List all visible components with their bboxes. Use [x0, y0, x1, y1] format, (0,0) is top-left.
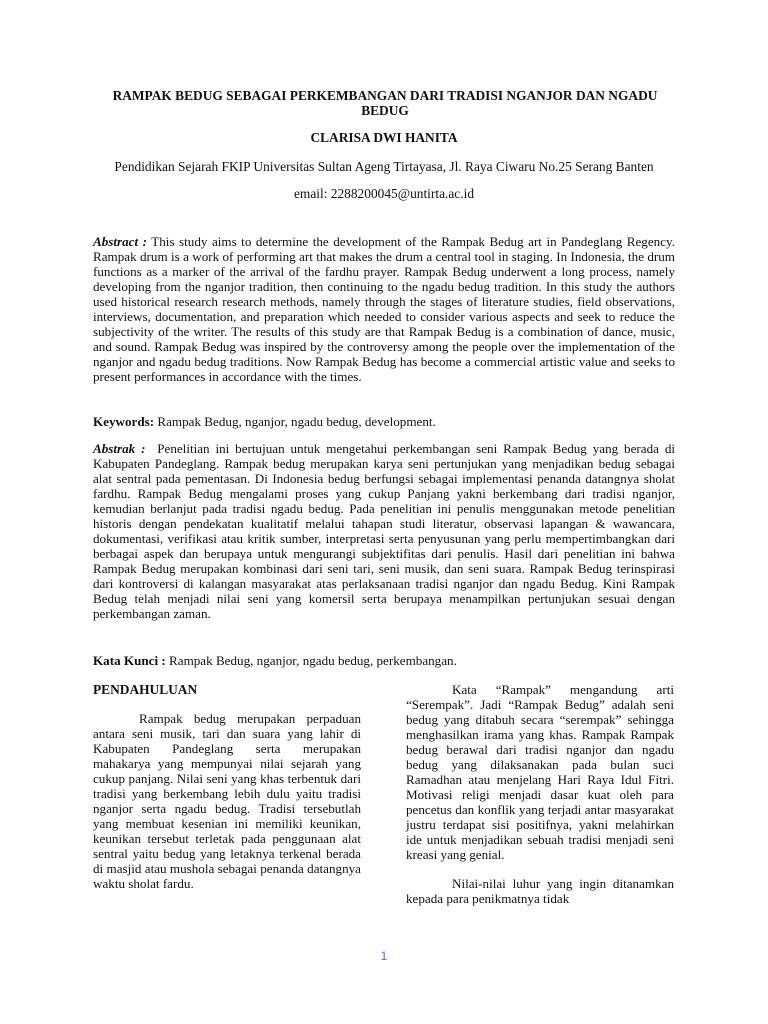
author-email: email: 2288200045@untirta.ac.id: [293, 186, 475, 201]
page-number: 1: [380, 949, 388, 963]
body-paragraph: Kata “Rampak” mengandung arti “Serempak”. Jadi “Rampak Bedug” adalah seni bedug yang ditabuh secara “serempak” sehingga menghasilkan irama yang khas. Rampak Rampak bedug berawal dari tradisi nganjor dan ngadu bedug yang dilaksanakan pada bulan suci Ramadhan atau menjelang Hari Raya Idul Fitri. Motivasi religi menjadi dasar kuat oleh para pencetus dan konflik yang terjadi antar masyarakat justru terdapat sisi positifnya, yakni melahirkan ide untuk menjadikan sebuah tradisi menjadi seni kreasi yang genial.: [406, 682, 674, 862]
keywords-label: Keywords:: [93, 414, 155, 429]
keywords-indonesian: [93, 653, 675, 668]
abstrak-label: Abstrak :: [93, 441, 146, 456]
keywords-english: [93, 414, 675, 429]
kata-kunci-label: Kata Kunci :: [93, 653, 166, 668]
paper-title: RAMPAK BEDUG SEBAGAI PERKEMBANGAN DARI TRADISI NGANJOR DAN NGADU BEDUG: [112, 88, 658, 118]
abstract-english: [93, 234, 675, 384]
body-paragraph: Nilai-nilai luhur yang ingin ditanamkan kepada para penikmatnya tidak: [406, 876, 674, 906]
author-name: CLARISA DWI HANITA: [310, 130, 458, 145]
body-paragraph: Rampak bedug merupakan perpaduan antara seni musik, tari dan suara yang lahir di Kabupaten Pandeglang serta merupakan mahakarya yang mempunyai nilai sejarah yang cukup panjang. Nilai seni yang khas terbentuk dari tradisi yang berkembang lebih dulu yaitu tradisi nganjor serta ngadu bedug. Tradisi tersebutlah yang membuat kesenian ini memiliki keunikan, keunikan tersebut terletak pada penggunaan alat sentral yaitu bedug yang letaknya terkenal berada di masjid atau mushola sebagai penanda datangnya waktu sholat fardu.: [93, 711, 361, 891]
section-heading: PENDAHULUAN: [93, 682, 198, 697]
keywords-text: Rampak Bedug, nganjor, ngadu bedug, development.: [157, 414, 436, 429]
abstrak-text: Penelitian ini bertujuan untuk mengetahui perkembangan seni Rampak Bedug yang berada di Kabupaten Pandeglang. Rampak bedug merupakan karya seni pertunjukan yang menjadikan bedug sebagai alat sentral pada pementasan. Di Indonesia bedug berfungsi sebagai implementasi penanda datangnya sholat fardhu. Rampak Bedug mengalami proses yang cukup Panjang yakni berkembang dari tradisi nganjor, kemudian berlanjut pada tradisi ngadu bedug. Pada penelitian ini penulis menggunakan metode penelitian historis dengan pendekatan kualitatif melalui tahapan studi literatur, observasi lapangan & wawancara, dokumentasi, verifikasi atau kritik sumber, interpretasi serta penyusunan yang perlu mempertimbangkan dari berbagai aspek dan berupaya untuk mengurangi subjektifitas dari penulis. Hasil dari penelitian ini bahwa Rampak Bedug merupakan kombinasi dari seni tari, seni musik, dan seni suara. Rampak Bedug terinspirasi dari kontroversi di kalangan masyarakat atas perlaksanaan tradisi nganjor dan ngadu Bedug. Kini Rampak Bedug telah menjadi nilai seni yang komersil serta berupaya menampilkan pertunjukan sesuai dengan perkembangan zaman.: [93, 441, 676, 621]
kata-kunci-text: Rampak Bedug, nganjor, ngadu bedug, perkembangan.: [169, 653, 457, 668]
body-column-left: [93, 682, 361, 891]
body-column-right: [406, 682, 674, 906]
abstract-text: This study aims to determine the development of the Rampak Bedug art in Pandeglang Regency. Rampak drum is a work of performing art that makes the drum a central tool in staging. In Indonesia, the drum functions as a marker of the arrival of the fardhu prayer. Rampak Bedug underwent a long process, namely developing from the nganjor tradition, then continuing to the ngadu bedug tradition. In this study the authors used historical research research methods, namely through the stages of literature studies, field observations, interviews, documentation, and preparation which needed to consider various aspects and seek to reduce the subjectivity of the writer. The results of this study are that Rampak Bedug is a combination of dance, music, and sound. Rampak Bedug was inspired by the controversy among the people over the implementation of the nganjor and ngadu bedug traditions. Now Rampak Bedug has become a commercial artistic value and seeks to present performances in accordance with the times.: [93, 234, 675, 384]
author-affiliation: Pendidikan Sejarah FKIP Universitas Sultan Ageng Tirtayasa, Jl. Raya Ciwaru No.25 Serang Banten: [114, 159, 654, 174]
abstract-indonesian: [93, 441, 675, 621]
abstract-label: Abstract :: [93, 234, 147, 249]
